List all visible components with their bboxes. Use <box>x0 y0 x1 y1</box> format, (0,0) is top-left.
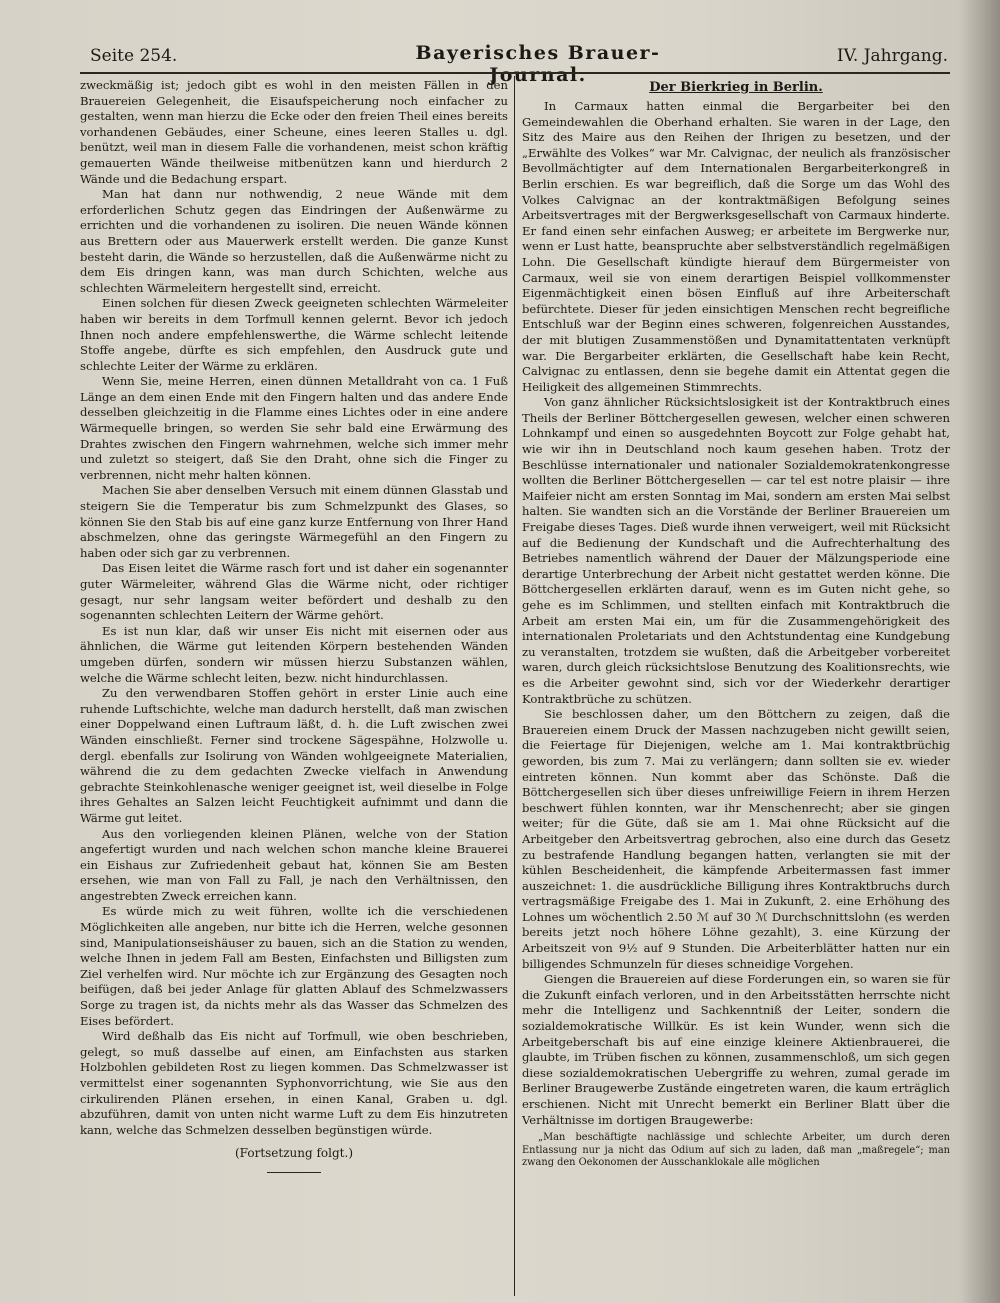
left-paragraph: zweckmäßig ist; jedoch gibt es wohl in den meisten Fällen in den Brauereien Gelegenheit, die Eisaufspeicherung noch einfacher zu gestalten, wenn man hierzu die Ecke oder den freien Theil eines bereits vorhandenen Gebäudes, einer Scheune, eines leeren Stalles u. dgl. benützt, weil man in diesem Falle die vorhandenen, meist schon kräftig gemauerten Wände theilweise mitbenützen kann und hierdurch 2 Wände und die Bedachung erspart. <box>80 78 508 186</box>
right-paragraph: Sie beschlossen daher, um den Böttchern zu zeigen, daß die Brauereien einem Druck der Massen nachzugeben nicht gewillt seien, die Feiertage für Diejenigen, welche am 1. Mai kontraktbrüchig geworden, bis zum 7. Mai zu verlängern; dann sollten sie ev. wieder eintreten können. Nun kommt aber das Schönste. Daß die Böttchergesellen sich über dieses unfreiwillige Feiern in ihrem Herzen beschwert fühlen konnten, war ihr Menschenrecht; aber sie gingen weiter; für die Güte, daß sie am 1. Mai ohne Rücksicht auf die Arbeitgeber den Arbeitsvertrag gebrochen, also eine durch das Gesetz zu bestrafende Handlung begangen hatten, verlangten sie mit der kühlen Bescheidenheit, die kämpfende Arbeitermassen fast immer auszeichnet: 1. die ausdrückliche Billigung ihres Kontraktbruchs durch vertragsmäßige Freigabe des 1. Mai in Zukunft, 2. eine Erhöhung des Lohnes um wöchentlich 2.50 ℳ auf 30 ℳ Durchschnittslohn (es werden bereits jetzt noch höhere Löhne gezahlt), 3. eine Kürzung der Arbeitszeit von 9½ auf 9 Stunden. Die Arbeiterblätter hatten nur ein billigendes Schmunzeln für dieses schneidige Vorgehen. <box>522 707 950 971</box>
left-paragraph: Machen Sie aber denselben Versuch mit einem dünnen Glasstab und steigern Sie die Temperatur bis zum Schmelzpunkt des Glases, so können Sie den Stab bis auf eine ganz kurze Entfernung von Ihrer Hand abschmelzen, ohne das geringste Wärmegefühl an den Fingern zu haben oder sich gar zu verbrennen. <box>80 483 508 560</box>
left-paragraph: Das Eisen leitet die Wärme rasch fort und ist daher ein sogenannter guter Wärmeleiter, während Glas die Wärme nicht, oder richtiger gesagt, nur sehr langsam weiter befördert und deshalb zu den sogenannten schlechten Leitern der Wärme gehört. <box>80 561 508 623</box>
left-paragraph: Wenn Sie, meine Herren, einen dünnen Metalldraht von ca. 1 Fuß Länge an dem einen Ende mit den Fingern halten und das andere Ende desselben gleichzeitig in die Flamme eines Lichtes oder in eine andere Wärmequelle bringen, so werden Sie sehr bald eine Erwärmung des Drahtes zwischen den Fingern wahrnehmen, welche sich immer mehr und zuletzt so steigert, daß Sie den Draht, ohne sich die Finger zu verbrennen, nicht mehr halten können. <box>80 374 508 482</box>
left-paragraph: Zu den verwendbaren Stoffen gehört in erster Linie auch eine ruhende Luftschichte, welche man dadurch herstellt, daß man zwischen einer Doppelwand einen Luftraum läßt, d. h. die Luft zwischen zwei Wänden einschließt. Ferner sind trockene Sägespähne, Holzwolle u. dergl. ebenfalls zur Isolirung von Wänden wohlgeeignete Materialien, während die zu dem gedachten Zwecke vielfach in Anwendung gebrachte Steinkohlenasche weniger geeignet ist, weil dieselbe in Folge ihres Gehaltes an Salzen leicht Feuchtigkeit aufnimmt und dann die Wärme gut leitet. <box>80 686 508 825</box>
continued-note: (Fortsetzung folgt.) <box>235 1146 353 1161</box>
left-paragraph: Es ist nun klar, daß wir unser Eis nicht mit eisernen oder aus ähnlichen, die Wärme gut leitenden Körpern bestehenden Wänden umgeben dürfen, sondern wir müssen hierzu Substanzen wählen, welche die Wärme schlecht leiten, bezw. nicht hindurchlassen. <box>80 623 508 685</box>
binding-shadow <box>960 0 1000 1303</box>
right-paragraph: Giengen die Brauereien auf diese Forderungen ein, so waren sie für die Zukunft einfach verloren, und in den Arbeitsstätten herrschte nicht mehr die Intelligenz und Sachkenntniß der Leiter, sondern die sozialdemokratische Willkür. Es ist kein Wunder, wenn sich die Arbeitgeberschaft bis auf eine einzige kleinere Aktienbrauerei, die glaubte, im Trüben fischen zu können, zusammenschloß, um sich gegen diese sozialdemokratischen Uebergriffe zu wehren, zumal gerade im Berliner Braugewerbe Zustände eingetreten waren, die kaum erträglich erschienen. Nicht mit Unrecht bemerkt ein Berliner Blatt über die Verhältnisse im dortigen Braugewerbe: <box>522 972 950 1127</box>
column-divider <box>514 76 515 1296</box>
volume-label: IV. Jahrgang. <box>836 46 948 66</box>
end-rule <box>267 1172 321 1173</box>
right-paragraph: Von ganz ähnlicher Rücksichtslosigkeit ist der Kontraktbruch eines Theils der Berliner Böttchergesellen gewesen, welcher einen schweren Lohnkampf und einen so ausgedehnten Boycott zur Folge gehabt hat, wie wir ihn in Deutschland noch kaum gesehen haben. Trotz der Beschlüsse internationaler und nationaler Sozialdemokratenkongresse wollten die Berliner Böttchergesellen — car tel est notre plaisir — ihre Maifeier nicht am ersten Sonntag im Mai, sondern am ersten Mai selbst halten. Sie wandten sich an die Vorstände der Berliner Brauereien um Freigabe dieses Tages. Dieß wurde ihnen verweigert, weil mit Rücksicht auf die Bedienung der Kundschaft und die Aufrechterhaltung des Betriebes namentlich während der Dauer der Mälzungsperiode eine derartige Unterbrechung der Arbeit nicht gestattet werden könne. Die Böttchergesellen erklärten darauf, wenn es im Guten nicht gehe, so gehe es im Schlimmen, und stellten einfach mit Kontraktbruch die Arbeit am ersten Mai ein, um für die Zusammengehörigkeit des internationalen Proletariats und den Achtstundentag eine Kundgebung zu veranstalten, trotzdem sie wußten, daß die Arbeitgeber vorbereitet waren, durch gleich rücksichtslose Benutzung des Koalitionsrechts, wie es die Arbeiter gewohnt sind, sich vor der Wiederkehr derartiger Kontraktbrüche zu schützen. <box>522 395 950 706</box>
quote-text: „Man beschäftigte nachlässige und schlechte Arbeiter, um durch deren Entlassung nur ja nicht das Odium auf sich zu laden, daß man „maßregele“; man zwang den Oekonomen der Ausschanklokale alle möglichen <box>522 1132 950 1169</box>
header-rule <box>80 72 950 74</box>
article-title: Der Bierkrieg in Berlin. <box>649 80 823 95</box>
left-paragraph: Einen solchen für diesen Zweck geeigneten schlechten Wärmeleiter haben wir bereits in dem Torfmull kennen gelernt. Bevor ich jedoch Ihnen noch andere empfehlenswerthe, die Wärme schlecht leitende Stoffe angebe, dürfte es sich empfehlen, den Ausdruck gute und schlechte Leiter der Wärme zu erklären. <box>80 296 508 373</box>
left-paragraph: Man hat dann nur nothwendig, 2 neue Wände mit dem erforderlichen Schutz gegen das Eindringen der Außenwärme zu errichten und die vorhandenen zu isoliren. Die neuen Wände können aus Brettern oder aus Mauerwerk erstellt werden. Die ganze Kunst besteht darin, die Wände so herzustellen, daß die Außenwärme nicht zu dem Eis dringen kann, was man durch Schichten, welche aus schlechten Wärmeleitern hergestellt sind, erreicht. <box>80 187 508 295</box>
left-paragraph: Wird deßhalb das Eis nicht auf Torfmull, wie oben beschrieben, gelegt, so muß dasselbe auf einen, am Einfachsten aus starken Holzbohlen gebildeten Rost zu liegen kommen. Das Schmelzwasser ist vermittelst einer sogenannten Syphonvorrichtung, wie Sie aus den cirkulirenden Plänen ersehen, in einen Kanal, Graben u. dgl. abzuführen, damit von unten nicht warme Luft zu dem Eis hinzutreten kann, welche das Schmelzen desselben begünstigen würde. <box>80 1029 508 1137</box>
page-header <box>78 40 950 86</box>
quote-block <box>522 1132 950 1170</box>
left-paragraph: Es würde mich zu weit führen, wollte ich die verschiedenen Möglichkeiten alle angeben, nur bitte ich die Herren, welche gesonnen sind, Manipulationseishäuser zu bauen, sich an die Station zu wenden, welche Ihnen in jedem Fall am Besten, Einfachsten und Billigsten zum Ziel verhelfen wird. Nur möchte ich zur Ergänzung des Gesagten noch beifügen, daß bei jeder Anlage für glatten Ablauf des Schmelzwassers Sorge zu tragen ist, da nichts mehr als das Wasser das Schmelzen des Eises befördert. <box>80 904 508 1028</box>
left-column <box>80 78 508 1173</box>
left-paragraph: Aus den vorliegenden kleinen Plänen, welche von der Station angefertigt wurden und nach welchen schon manche kleine Brauerei ein Eishaus zur Zufriedenheit gebaut hat, können Sie am Besten ersehen, wie man von Fall zu Fall, je nach den Verhältnissen, den angestrebten Zweck erreichen kann. <box>80 826 508 903</box>
right-paragraph: In Carmaux hatten einmal die Bergarbeiter bei den Gemeindewahlen die Oberhand erhalten. Sie waren in der Lage, den Sitz des Maire aus den Reihen der Ihrigen zu besetzen, und der „Erwählte des Volkes“ war Mr. Calvignac, der neulich als französischer Bevollmächtigter auf dem Internationalen Bergarbeiterkongreß in Berlin erschien. Es war begreiflich, daß die Sorge um das Wohl des Volkes Calvignac an der kontraktmäßigen Befolgung seines Arbeitsvertrages mit der Bergwerksgesellschaft von Carmaux hinderte. Er fand einen sehr einfachen Ausweg; er arbeitete im Bergwerke nur, wenn er Lust hatte, beanspruchte aber selbstverständlich regelmäßigen Lohn. Die Gesellschaft kündigte hierauf dem Bürgermeister von Carmaux, weil sie von einem derartigen Beispiel vollkommenster Eigenmächtigkeit einen bösen Einfluß auf ihre Arbeiterschaft befürchtete. Dieser für jeden einsichtigen Menschen recht begreifliche Entschluß war der Beginn eines schweren, folgenreichen Ausstandes, der mit blutigen Zusammenstößen und Dynamitattentaten verknüpft war. Die Bergarbeiter erklärten, die Gesellschaft habe kein Recht, Calvignac zu entlassen, denn sie begehe damit ein Attentat gegen die Heiligkeit des allgemeinen Stimmrechts. <box>522 99 950 394</box>
journal-title: Bayerisches Brauer-Journal. <box>415 42 661 86</box>
page-number: Seite 254. <box>90 46 178 66</box>
right-column <box>522 78 950 1170</box>
